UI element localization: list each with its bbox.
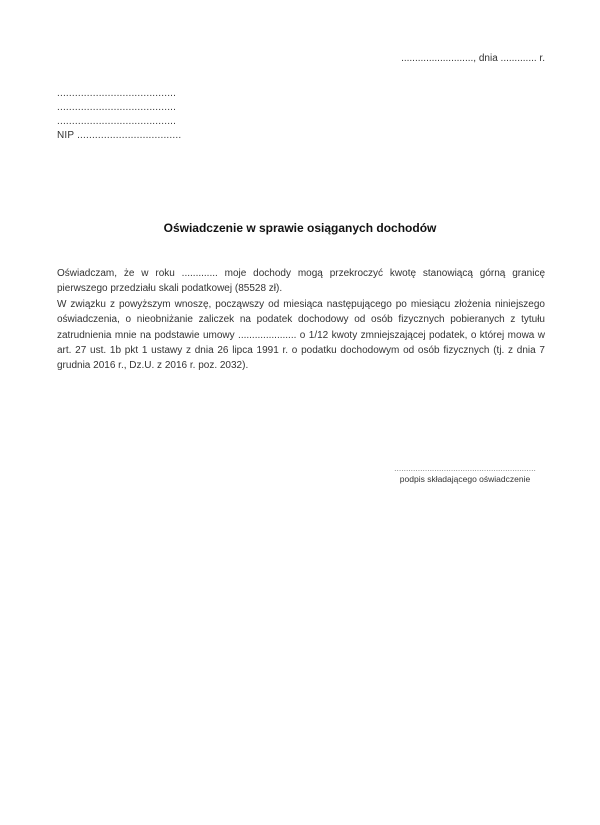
body-paragraph-1: Oświadczam, że w roku ............. moje dochody mogą przekroczyć kwotę stanowiącą górną granicę pierwszego przedziału skali podatkowej (85528 zł).: [57, 268, 545, 295]
sender-fill-line-3: ........................................: [57, 116, 177, 127]
signature-caption: podpis składającego oświadczenie: [399, 474, 531, 484]
signature-block: [385, 464, 545, 484]
body-text: [57, 266, 545, 374]
nip-line: NIP ...................................: [57, 130, 182, 141]
sender-block: [57, 87, 181, 143]
date-place-line: .........................., dnia ............. r.: [401, 53, 545, 64]
sender-fill-line-1: ........................................: [57, 88, 177, 99]
sender-fill-line-2: ........................................: [57, 102, 177, 113]
body-paragraph-2: W związku z powyższym wnoszę, począwszy od miesiąca następującego po miesiącu złożenia niniejszego oświadczenia, o nieobniżanie zaliczek na podatek dochodowy od osób fizycznych pobieranych z tytułu zatrudnienia mnie na podstawie umowy ..................... o 1/12 kwoty zmniejszającej podatek, o której mowa w art. 27 ust. 1b pkt 1 ustawy z dnia 26 lipca 1991 r. o podatku dochodowym od osób fizycznych (tj. z dnia 7 grudnia 2016 r., Dz.U. z 2016 r. poz. 2032).: [57, 298, 545, 372]
document-title: Oświadczenie w sprawie osiąganych dochodów: [163, 221, 437, 235]
signature-line: ............................................................: [394, 464, 536, 473]
